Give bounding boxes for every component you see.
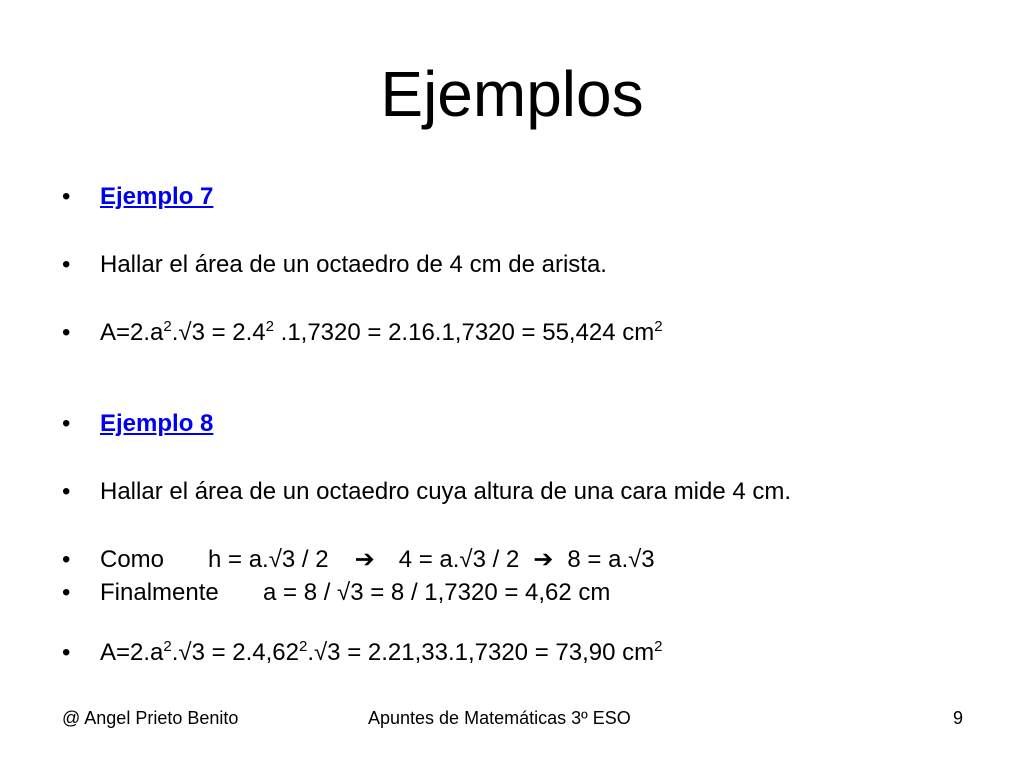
eq-a: a = 8 / √3 = 8 / 1,7320 = 4,62 cm (263, 579, 611, 606)
footer-author: @ Angel Prieto Benito (62, 708, 239, 728)
bullet-marker: • (62, 319, 71, 346)
bullet-como (62, 545, 655, 575)
formula-8: $A=2.a^2.√3 = 2.4,62^2.√3 = 2.21,33.1,7320 = 73,90$ $cm^2$ (100, 638, 663, 666)
como-label: Como (100, 546, 165, 573)
bullet-marker: • (62, 546, 71, 573)
arrow-icon: ➔ (354, 546, 375, 573)
arrow-icon: ➔ (533, 546, 554, 573)
bullet-marker: • (62, 639, 71, 666)
bullet-statement-7 (62, 250, 607, 280)
bullet-marker: • (62, 410, 71, 437)
bullet-formula-8 (62, 638, 662, 668)
bullet-finalmente (62, 578, 610, 608)
bullet-marker: • (62, 183, 71, 210)
finalmente-label: Finalmente (100, 579, 219, 606)
statement-7: Hallar el área de un octaedro de 4 cm de arista. (100, 251, 607, 278)
eq-h: h = a.√3 / 2 (208, 546, 329, 573)
formula-7: $A=2.a^2.√3 = 2.4^2$ .1,7320 = 2.16.1,7320 = 55,424 $cm^2$ (100, 318, 663, 346)
bullet-ejemplo-7 (62, 182, 213, 212)
bullet-marker: • (62, 478, 71, 505)
ejemplo-7-link[interactable]: Ejemplo 7 (100, 183, 214, 210)
bullet-marker: • (62, 251, 71, 278)
slide-title: Ejemplos (380, 58, 644, 130)
bullet-formula-7 (62, 318, 663, 348)
eq-8: 8 = a.√3 (567, 546, 655, 573)
footer-page-number: 9 (953, 708, 964, 728)
bullet-statement-8 (62, 477, 791, 507)
footer-course: Apuntes de Matemáticas 3º ESO (368, 708, 631, 728)
statement-8: Hallar el área de un octaedro cuya altura de una cara mide 4 cm. (100, 478, 792, 505)
ejemplo-8-link[interactable]: Ejemplo 8 (100, 410, 214, 437)
eq-4: 4 = a.√3 / 2 (398, 546, 520, 573)
bullet-ejemplo-8 (62, 409, 213, 439)
bullet-marker: • (62, 579, 71, 606)
